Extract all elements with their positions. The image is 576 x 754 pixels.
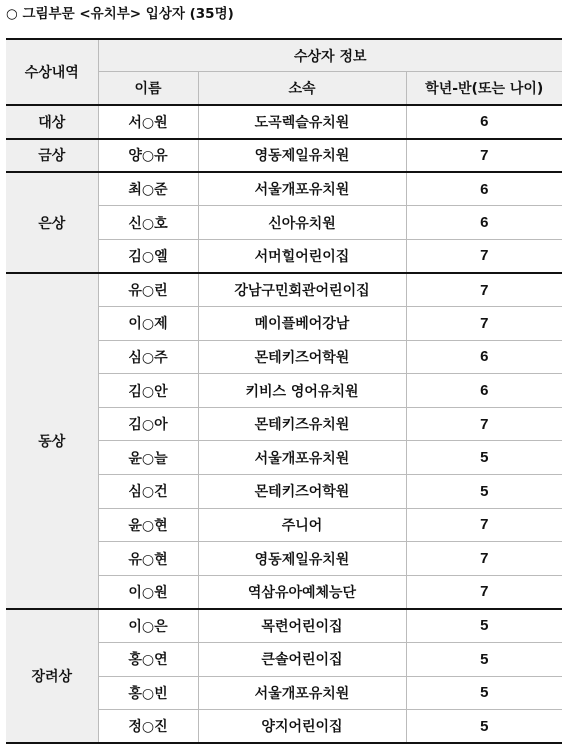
award-group bbox=[6, 172, 562, 273]
name-cell: 홍○연 bbox=[98, 643, 198, 677]
name-cell: 유○현 bbox=[98, 542, 198, 576]
grade-cell: 5 bbox=[406, 609, 562, 643]
affiliation-cell: 몬테키즈어학원 bbox=[198, 475, 406, 509]
grade-cell: 5 bbox=[406, 441, 562, 475]
name-cell: 최○준 bbox=[98, 172, 198, 206]
affiliation-cell: 강남구민회관어린이집 bbox=[198, 273, 406, 307]
affiliation-cell: 도곡렉슬유치원 bbox=[198, 105, 406, 139]
affiliation-cell: 몬테키즈유치원 bbox=[198, 407, 406, 441]
name-cell: 서○원 bbox=[98, 105, 198, 139]
affiliation-cell: 키비스 영어유치원 bbox=[198, 374, 406, 408]
grade-cell: 5 bbox=[406, 643, 562, 677]
affiliation-cell: 서머힐어린이집 bbox=[198, 239, 406, 273]
name-cell: 김○아 bbox=[98, 407, 198, 441]
award-cell: 동상 bbox=[6, 273, 98, 609]
grade-cell: 6 bbox=[406, 105, 562, 139]
table-row bbox=[6, 105, 562, 139]
table-header bbox=[6, 39, 562, 105]
name-cell: 유○린 bbox=[98, 273, 198, 307]
grade-cell: 7 bbox=[406, 407, 562, 441]
grade-cell: 6 bbox=[406, 206, 562, 240]
section-heading: ○ 그림부문 <유치부> 입상자 (35명) bbox=[6, 6, 234, 22]
grade-cell: 7 bbox=[406, 307, 562, 341]
affiliation-cell: 큰솔어린이집 bbox=[198, 643, 406, 677]
name-cell: 정○진 bbox=[98, 710, 198, 744]
name-cell: 이○은 bbox=[98, 609, 198, 643]
name-cell: 윤○늘 bbox=[98, 441, 198, 475]
grade-cell: 5 bbox=[406, 475, 562, 509]
affiliation-cell: 서울개포유치원 bbox=[198, 441, 406, 475]
grade-cell: 5 bbox=[406, 676, 562, 710]
grade-cell: 6 bbox=[406, 374, 562, 408]
grade-cell: 7 bbox=[406, 139, 562, 173]
affiliation-cell: 영동제일유치원 bbox=[198, 542, 406, 576]
affiliation-cell: 신아유치원 bbox=[198, 206, 406, 240]
award-cell: 장려상 bbox=[6, 609, 98, 743]
table-row bbox=[6, 609, 562, 643]
affiliation-cell: 역삼유아예체능단 bbox=[198, 575, 406, 609]
affiliation-cell: 서울개포유치원 bbox=[198, 172, 406, 206]
affiliation-cell: 목련어린이집 bbox=[198, 609, 406, 643]
header-name: 이름 bbox=[98, 72, 198, 106]
grade-cell: 7 bbox=[406, 273, 562, 307]
table-row bbox=[6, 273, 562, 307]
name-cell: 김○엘 bbox=[98, 239, 198, 273]
name-cell: 양○유 bbox=[98, 139, 198, 173]
name-cell: 심○건 bbox=[98, 475, 198, 509]
grade-cell: 7 bbox=[406, 542, 562, 576]
affiliation-cell: 주니어 bbox=[198, 508, 406, 542]
affiliation-cell: 영동제일유치원 bbox=[198, 139, 406, 173]
award-group bbox=[6, 105, 562, 139]
affiliation-cell: 양지어린이집 bbox=[198, 710, 406, 744]
award-cell: 금상 bbox=[6, 139, 98, 173]
header-grade: 학년-반(또는 나이) bbox=[406, 72, 562, 106]
header-affiliation: 소속 bbox=[198, 72, 406, 106]
grade-cell: 6 bbox=[406, 340, 562, 374]
award-group bbox=[6, 139, 562, 173]
affiliation-cell: 메이플베어강남 bbox=[198, 307, 406, 341]
grade-cell: 7 bbox=[406, 508, 562, 542]
name-cell: 이○원 bbox=[98, 575, 198, 609]
awardee-table bbox=[6, 38, 562, 744]
affiliation-cell: 서울개포유치원 bbox=[198, 676, 406, 710]
award-cell: 은상 bbox=[6, 172, 98, 273]
grade-cell: 5 bbox=[406, 710, 562, 744]
award-group bbox=[6, 609, 562, 743]
grade-cell: 7 bbox=[406, 575, 562, 609]
grade-cell: 7 bbox=[406, 239, 562, 273]
award-cell: 대상 bbox=[6, 105, 98, 139]
table-row bbox=[6, 139, 562, 173]
name-cell: 윤○현 bbox=[98, 508, 198, 542]
grade-cell: 6 bbox=[406, 172, 562, 206]
name-cell: 홍○빈 bbox=[98, 676, 198, 710]
header-award: 수상내역 bbox=[6, 39, 98, 105]
table-row bbox=[6, 172, 562, 206]
name-cell: 신○호 bbox=[98, 206, 198, 240]
name-cell: 김○안 bbox=[98, 374, 198, 408]
name-cell: 이○제 bbox=[98, 307, 198, 341]
award-group bbox=[6, 273, 562, 609]
header-awardee-info: 수상자 정보 bbox=[98, 39, 562, 72]
name-cell: 심○주 bbox=[98, 340, 198, 374]
affiliation-cell: 몬테키즈어학원 bbox=[198, 340, 406, 374]
